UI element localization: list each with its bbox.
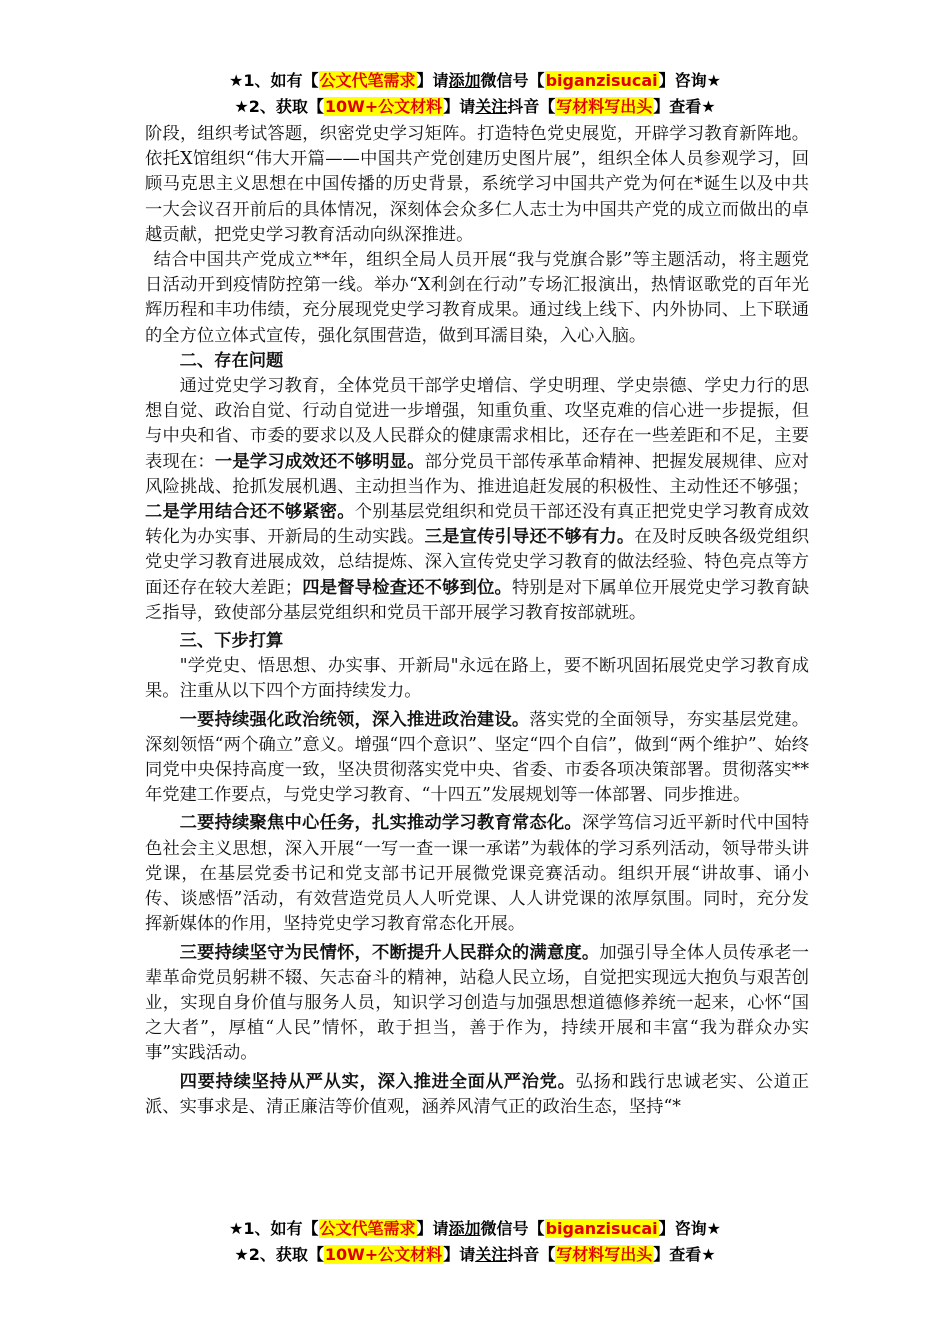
paragraph-text: 在及时反映各级党组织党史学习教育进展成效，总结提炼、深入宣传党史学习教育的做法经验、特色亮点等方面还存在较大差距； — [145, 527, 809, 598]
bold-phrase: 三要持续坚守为民情怀，不断提升人民群众的满意度。 — [179, 942, 600, 963]
bold-phrase: 三是宣传引导还不够有力。 — [424, 527, 635, 548]
header-banner — [0, 68, 950, 120]
banner-text: 】请 — [416, 71, 449, 90]
highlight-text: 10W+公文材料 — [324, 97, 443, 116]
paragraph-text: 个别基层党组织和党员干部还没有真正把党史学习教育成效转化为办实事、开新局的生动实践。 — [145, 502, 809, 548]
paragraph: "学党史、悟思想、办实事、开新局"永远在路上，要不断巩固拓展党史学习教育成果。注重从以下四个方面持续发力。 — [145, 656, 809, 702]
paragraph-text: 深学笃信习近平新时代中国特色社会主义思想，深入开展“一写一查一课一承诺”为载体的学习系列活动，领导带头讲党课，在基层党委书记和党支部书记开展微党课竞赛活动。组织开展“讲故事、诵小传、谈感悟”活动，有效营造党员人人听党课、人人讲党课的浓厚氛围。同时，充分发挥新媒体的作用，坚持党史学习教育常态化开展。 — [145, 813, 809, 935]
paragraph-text: 部分党员干部传承革命精神、把握发展规律、应对风险挑战、抢抓发展机遇、主动担当作为、推进追赶发展的积极性、主动性还不够强； — [145, 451, 809, 497]
banner-text: 】请 — [443, 97, 476, 116]
banner-text: 微信号【 — [480, 71, 545, 90]
paragraph-text: 弘扬和践行忠诚老实、公道正派、实事求是、清正廉洁等价值观，涵养风清气正的政治生态，坚持“* — [145, 1071, 809, 1117]
banner-text: 】咨询★ — [658, 1219, 721, 1238]
wechat-id: biganzisucai — [545, 71, 658, 90]
section-heading: 二、存在问题 — [179, 350, 284, 371]
underlined-text: 添加 — [448, 1219, 481, 1238]
banner-text: 微信号【 — [480, 1219, 545, 1238]
section-heading: 三、下步打算 — [179, 631, 284, 652]
paragraph-text: 通过党史学习教育，全体党员干部学史增信、学史明理、学史崇德、学史力行的思想自觉、政治自觉、行动自觉进一步增强，知重负重、攻坚克难的信心进一步提振，但与中央和省、市委的要求以及人民群众的健康需求相比，还存在一些差距和不足，主要表现在： — [145, 376, 809, 472]
banner-line-1 — [0, 68, 950, 94]
paragraph-text: 特别是对下属单位开展党史学习教育缺乏指导，致使部分基层党组织和党员干部开展学习教育按部就班。 — [145, 577, 809, 623]
paragraph — [145, 1070, 809, 1120]
underlined-text: 关注 — [475, 97, 508, 116]
banner-text: ★2、获取【 — [234, 1245, 324, 1264]
banner-text: 】请 — [416, 1219, 449, 1238]
paragraph: 结合中国共产党成立**年，组织全局人员开展“我与党旗合影”等主题活动，将主题党日活动开到疫情防控第一线。举办“X利剑在行动”专场汇报演出，热情讴歌党的百年光辉历程和丰功伟绩，充分展现党史学习教育成果。通过线上线下、内外协同、上下联通的全方位立体式宣传，强化氛围营造，做到耳濡目染，入心入脑。 — [145, 250, 809, 346]
banner-text: 】查看★ — [653, 97, 716, 116]
paragraph — [145, 708, 809, 809]
highlight-text: 10W+公文材料 — [324, 1245, 443, 1264]
banner-text: ★1、如有【 — [229, 1219, 319, 1238]
banner-text: 抖音【 — [507, 97, 556, 116]
banner-text: 抖音【 — [507, 1245, 556, 1264]
document-body — [145, 122, 809, 1120]
paragraph: 阶段，组织考试答题，织密党史学习矩阵。打造特色党史展览，开辟学习教育新阵地。依托X馆组织“伟大开篇——中国共产党创建历史图片展”，组织全体人员参观学习，回顾马克思主义思想在中国传播的历史背景，系统学习中国共产党为何在*诞生以及中共一大会议召开前后的具体情况，深刻体会众多仁人志士为中国共产党的成立而做出的卓越贡献，把党史学习教育活动向纵深推进。 — [145, 124, 809, 245]
underlined-text: 添加 — [448, 71, 481, 90]
footer-banner — [0, 1216, 950, 1268]
highlight-text: 公文代笔需求 — [319, 71, 416, 90]
bold-phrase: 一是学习成效还不够明显。 — [214, 451, 425, 472]
highlight-text: 公文代笔需求 — [319, 1219, 416, 1238]
douyin-id: 写材料写出头 — [556, 1245, 653, 1264]
banner-text: ★1、如有【 — [229, 71, 319, 90]
bold-phrase: 二是学用结合还不够紧密。 — [145, 502, 355, 523]
paragraph — [145, 941, 809, 1067]
banner-text: 】咨询★ — [658, 71, 721, 90]
banner-text: 】请 — [443, 1245, 476, 1264]
paragraph-text: 加强引导全体人员传承老一辈革命党员躬耕不辍、矢志奋斗的精神，站稳人民立场，自觉把实现远大抱负与艰苦创业，实现自身价值与服务人员，知识学习创造与加强思想道德修养统一起来，心怀“国之大者”，厚植“人民”情怀，敢于担当，善于作为，持续开展和丰富“我为群众办实事”实践活动。 — [145, 942, 809, 1064]
paragraph — [145, 811, 809, 937]
banner-text: 】查看★ — [653, 1245, 716, 1264]
bold-phrase: 四要持续坚持从严从实，深入推进全面从严治党。 — [179, 1071, 576, 1092]
bold-phrase: 四是督导检查还不够到位。 — [302, 577, 513, 598]
douyin-id: 写材料写出头 — [556, 97, 653, 116]
paragraph — [145, 374, 809, 626]
bold-phrase: 二要持续聚焦中心任务，扎实推动学习教育常态化。 — [179, 813, 582, 834]
banner-text: ★2、获取【 — [234, 97, 324, 116]
bold-phrase: 一要持续强化政治统领，深入推进政治建设。 — [179, 709, 530, 730]
banner-line-1 — [0, 1216, 950, 1242]
banner-line-2 — [0, 1242, 950, 1268]
banner-line-2 — [0, 94, 950, 120]
paragraph-text: 落实党的全面领导，夯实基层党建。深刻领悟“两个确立”意义。增强“四个意识”、坚定“四个自信”，做到“两个维护”、始终同党中央保持高度一致，坚决贯彻落实党中央、省委、市委各项决策部署。贯彻落实**年党建工作要点，与党史学习教育、“十四五”发展规划等一体部署、同步推进。 — [145, 709, 809, 806]
underlined-text: 关注 — [475, 1245, 508, 1264]
wechat-id: biganzisucai — [545, 1219, 658, 1238]
